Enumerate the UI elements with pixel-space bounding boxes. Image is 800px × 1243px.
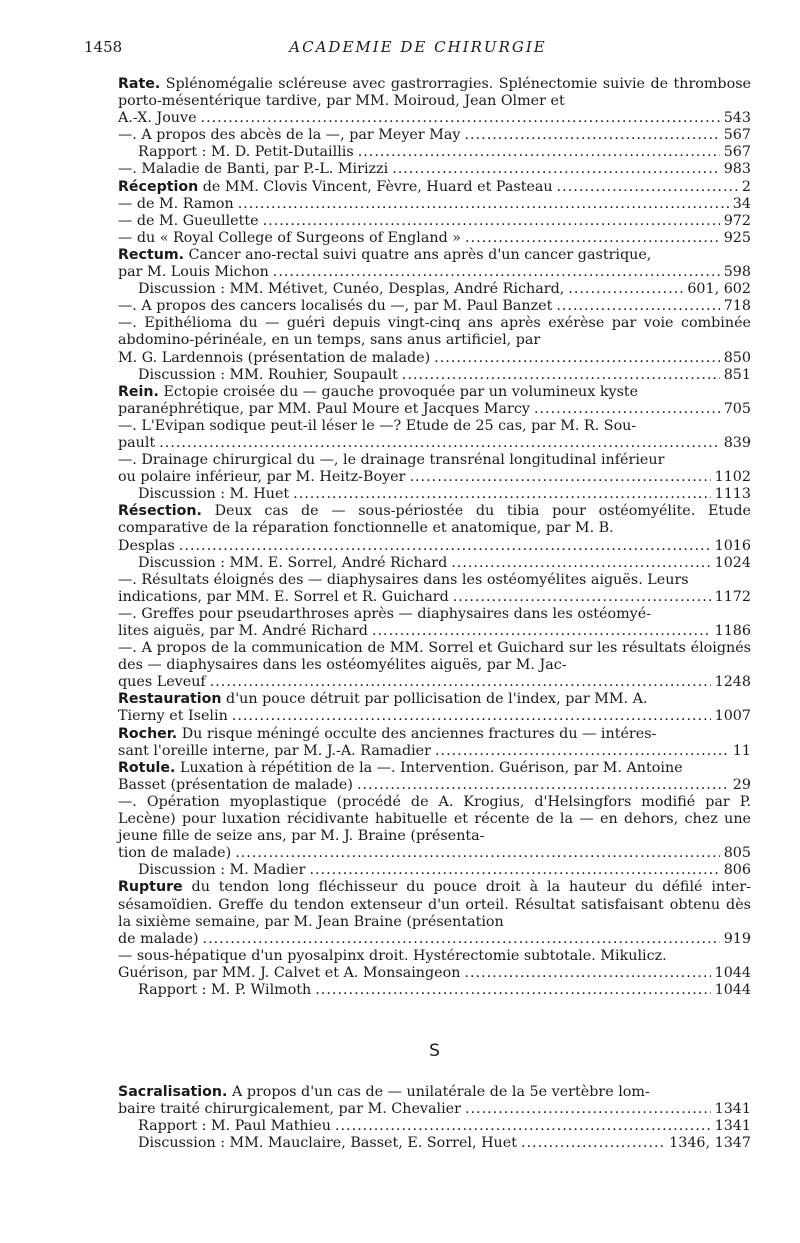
- entry-last-text: —. A propos des abcès de la —, par Meyer May: [118, 127, 461, 144]
- entry-headword: Sacralisation.: [118, 1084, 228, 1101]
- page-reference: 972: [723, 212, 751, 229]
- entry-last-line: [138, 281, 564, 298]
- leader-dots: [335, 1118, 711, 1135]
- entry-body: Splénomégalie scléreuse avec gastrorragies. Splénectomie suivie de thrombose porto-mésentérique tardive, par MM. Moiroud, Jean Olmer et: [118, 76, 751, 110]
- leader-dots: [309, 862, 719, 879]
- entry-last-text: —. Maladie de Banti, par P.-L. Mirizzi: [118, 161, 389, 178]
- entry-ref-line: [118, 538, 751, 555]
- page-reference: 919: [723, 930, 751, 947]
- entry-last-line: [138, 486, 289, 503]
- entry-ref-line: [118, 161, 751, 178]
- entry-ref-line: [118, 213, 751, 230]
- entry-last-line: [118, 213, 259, 230]
- index-entry: [118, 760, 751, 794]
- entry-last-line: [118, 589, 449, 606]
- entry-headword: Rupture: [118, 879, 183, 896]
- entry-last-text: Discussion : M. Huet: [138, 486, 290, 503]
- entry-body: Ectopie croisée du — gauche provoquée par un volumineux kyste: [158, 383, 639, 400]
- entry-ref-line: [118, 623, 751, 640]
- entry-headword: Rein.: [118, 383, 159, 400]
- entry-last-text: paranéphrétique, par MM. Paul Moure et Jacques Marcy: [118, 400, 530, 417]
- index-entry: [118, 367, 751, 384]
- index-entry: [118, 298, 751, 315]
- entry-body: du tendon long fléchisseur du pouce droit à la hauteur du défilé inter-sésamoïdien. Greffe du tendon extenseur d'un orteil. Résultat satisfaisant obtenu dès la sixième semaine, par M. Jean Braine (présentation: [118, 879, 751, 930]
- entry-headword: Réception: [118, 178, 199, 195]
- page-reference: 1024: [714, 554, 751, 571]
- index-column: [118, 76, 751, 1153]
- entry-ref-line: [118, 298, 751, 315]
- entry-last-line: [118, 965, 460, 982]
- leader-dots: [556, 298, 719, 315]
- entry-last-text: Rapport : M. D. Petit-Dutaillis: [138, 144, 354, 161]
- entry-ref-line: [118, 127, 751, 144]
- entry-last-text: Discussion : MM. Métivet, Cunéo, Desplas, André Richard,: [138, 281, 565, 298]
- entry-last-text: pault: [118, 434, 156, 451]
- index-entry: [118, 572, 751, 606]
- page-reference: 1007: [714, 708, 751, 725]
- entry-ref-line: [118, 401, 751, 418]
- entries-s: [118, 1084, 751, 1152]
- entry-body: — sous-hépatique d'un pyosalpinx droit. Hystérectomie subtotale. Mikulicz.: [118, 947, 667, 964]
- page-reference: 805: [723, 845, 751, 862]
- entry-ref-line: [118, 264, 751, 281]
- leader-dots: [201, 110, 720, 127]
- entry-ref-line: [118, 674, 751, 691]
- leader-dots: [409, 469, 710, 486]
- index-entry: [118, 247, 751, 281]
- entry-last-line: [118, 264, 269, 281]
- entry-headword: Rectum.: [118, 246, 185, 263]
- entry-body: d'un pouce détruit par pollicisation de l'index, par MM. A.: [221, 691, 648, 708]
- entry-ref-line: [118, 931, 751, 948]
- entry-last-text: Guérison, par MM. J. Calvet et A. Monsaingeon: [118, 964, 461, 981]
- entry-text: [118, 794, 751, 845]
- entry-text: [118, 572, 751, 589]
- page-reference: 1016: [714, 537, 751, 554]
- entry-text: [118, 76, 751, 110]
- entry-body: —. A propos de la communication de MM. Sorrel et Guichard sur les résultats éloignés des — diaphysaires dans les ostéomyélites aiguës, par M. Jac-: [118, 640, 751, 674]
- index-entry: [118, 315, 751, 366]
- leader-dots: [434, 350, 720, 367]
- entry-ref-line: [118, 179, 751, 196]
- page-reference: 1172: [714, 588, 751, 605]
- entry-headword: Rate.: [118, 76, 161, 92]
- entry-last-line: [118, 179, 553, 196]
- entry-ref-line: [118, 110, 751, 127]
- page-reference: 1102: [714, 469, 751, 486]
- entry-last-text: Discussion : MM. Rouhier, Soupault: [138, 366, 398, 383]
- index-entry: [118, 486, 751, 503]
- page-reference: 851: [723, 366, 751, 383]
- entry-last-line: [138, 862, 305, 879]
- entry-body: —. Drainage chirurgical du —, le drainage transrénal longitudinal inférieur: [118, 452, 665, 469]
- leader-dots: [435, 743, 729, 760]
- index-entry: [118, 794, 751, 862]
- page-reference: 1044: [714, 964, 751, 981]
- entry-last-line: [118, 435, 155, 452]
- entry-body: Luxation à répétition de la —. Intervention. Guérison, par M. Antoine: [175, 759, 683, 776]
- entry-text: [118, 691, 751, 708]
- entry-ref-line: [138, 982, 751, 999]
- entry-body: —. Opération myoplastique (procédé de A. Krogius, d'Helsingfors modifié par P. Lecène) pour luxation récidivante habituelle et récente de la — en dehors, chez une jeune fille de seize ans, par M. J. Braine (présenta-: [118, 793, 751, 845]
- entry-text: [118, 315, 751, 349]
- index-entry: [118, 384, 751, 418]
- leader-dots: [372, 623, 711, 640]
- entry-ref-line: [138, 555, 751, 572]
- index-entry: [118, 640, 751, 691]
- entry-last-line: [118, 127, 461, 144]
- page-reference: 34: [732, 195, 751, 212]
- index-entry: [118, 196, 751, 213]
- index-entry: [118, 76, 751, 127]
- entry-text: [118, 247, 751, 264]
- entry-last-text: Rapport : M. Paul Mathieu: [138, 1118, 331, 1135]
- leader-dots: [273, 264, 720, 281]
- running-title: ACADEMIE DE CHIRURGIE: [289, 38, 547, 56]
- leader-dots: [179, 538, 711, 555]
- page-reference: 718: [723, 298, 751, 315]
- leader-dots: [451, 555, 710, 572]
- entry-ref-line: [118, 1101, 751, 1118]
- index-entry: [118, 1084, 751, 1118]
- entry-last-line: [118, 161, 388, 178]
- entry-last-text: Discussion : M. Madier: [138, 862, 306, 879]
- entry-body: Du risque méningé occulte des anciennes fractures du — intéres-: [177, 725, 657, 742]
- entry-last-line: [138, 367, 398, 384]
- entry-last-text: indications, par MM. E. Sorrel et R. Guichard: [118, 588, 449, 605]
- leader-dots: [357, 777, 729, 794]
- entry-last-line: [118, 350, 430, 367]
- entry-last-line: [138, 555, 447, 572]
- page-number: 1458: [84, 38, 123, 56]
- entry-last-text: sant l'oreille interne, par M. J.-A. Ramadier: [118, 742, 431, 759]
- leader-dots: [210, 674, 711, 691]
- entry-last-text: de malade): [118, 930, 199, 947]
- index-entry: [118, 452, 751, 486]
- entry-headword: Résection.: [118, 503, 202, 520]
- entry-body: —. Epithélioma du — guéri depuis vingt-cinq ans après exérèse par voie combinée abdomino-périnéale, en un temps, sans anus artificiel, par: [118, 315, 751, 349]
- page-reference: 601, 602: [687, 281, 751, 298]
- index-entry: [118, 161, 751, 178]
- entry-last-text: de MM. Clovis Vincent, Fèvre, Huard et Pasteau: [198, 178, 553, 195]
- index-entry: [118, 179, 751, 196]
- leader-dots: [392, 161, 720, 178]
- index-entry: [118, 691, 751, 725]
- leader-dots: [263, 213, 720, 230]
- entry-last-text: baire traité chirurgicalement, par M. Chevalier: [118, 1101, 461, 1118]
- leader-dots: [465, 127, 720, 144]
- entry-last-line: [138, 1135, 517, 1152]
- index-entry: [118, 418, 751, 452]
- entry-last-line: [118, 469, 405, 486]
- page-reference: 1346, 1347: [669, 1135, 751, 1152]
- index-entry: [118, 879, 751, 947]
- entry-ref-line: [138, 486, 751, 503]
- index-entry: [118, 726, 751, 760]
- entry-last-text: Discussion : MM. E. Sorrel, André Richard: [138, 554, 448, 571]
- page-reference: 925: [723, 229, 751, 246]
- entry-ref-line: [138, 144, 751, 161]
- page-reference: 11: [732, 742, 751, 759]
- entry-ref-line: [118, 350, 751, 367]
- index-entry: [118, 127, 751, 144]
- leader-dots: [521, 1135, 665, 1152]
- entry-body: —. L'Evipan sodique peut-il léser le —? Etude de 25 cas, par M. R. Sou-: [118, 417, 637, 434]
- entry-last-text: ou polaire inférieur, par M. Heitz-Boyer: [118, 469, 406, 486]
- entry-last-text: Tierny et Iselin: [118, 708, 228, 725]
- leader-dots: [453, 589, 711, 606]
- index-entry: [118, 555, 751, 572]
- leader-dots: [465, 1101, 711, 1118]
- entry-last-line: [118, 931, 199, 948]
- leader-dots: [465, 230, 720, 247]
- entry-last-line: [118, 674, 206, 691]
- entry-ref-line: [138, 367, 751, 384]
- entry-text: [118, 1084, 751, 1101]
- page-reference: 839: [723, 434, 751, 451]
- page-header: [84, 38, 752, 58]
- page-reference: 567: [723, 127, 751, 144]
- leader-dots: [203, 931, 720, 948]
- entry-last-text: Basset (présentation de malade): [118, 776, 353, 793]
- entry-body: —. Résultats éloignés des — diaphysaires dans les ostéomyélites aiguës. Leurs: [118, 571, 689, 588]
- entry-last-text: A.-X. Jouve: [118, 110, 197, 127]
- leader-dots: [293, 486, 710, 503]
- entry-last-text: — du « Royal College of Surgeons of England »: [118, 229, 462, 246]
- entry-last-text: Desplas: [118, 537, 175, 554]
- entry-last-line: [118, 777, 353, 794]
- index-entry: [118, 213, 751, 230]
- entry-last-text: M. G. Lardennois (présentation de malade): [118, 349, 431, 366]
- page-reference: 2: [741, 178, 751, 195]
- entry-body: Deux cas de — sous-périostée du tibia pour ostéomyélite. Etude comparative de la réparation fonctionnelle et anatomique, par M. B.: [118, 503, 751, 537]
- entry-text: [118, 640, 751, 674]
- entry-ref-line: [118, 708, 751, 725]
- entry-ref-line: [118, 196, 751, 213]
- entry-last-text: lites aiguës, par M. André Richard: [118, 623, 368, 639]
- entry-text: [118, 503, 751, 537]
- page-reference: 705: [723, 400, 751, 417]
- entry-ref-line: [138, 281, 751, 298]
- entry-body: A propos d'un cas de — unilatérale de la 5e vertèbre lom-: [227, 1084, 650, 1101]
- entry-last-line: [118, 845, 231, 862]
- entry-text: [118, 384, 751, 401]
- entry-last-line: [118, 110, 197, 127]
- section-letter: S: [429, 1041, 440, 1062]
- entry-last-line: [118, 401, 530, 418]
- leader-dots: [235, 845, 720, 862]
- page-reference: 543: [723, 110, 751, 127]
- entry-ref-line: [138, 862, 751, 879]
- index-entry: [118, 1118, 751, 1135]
- page-reference: 598: [723, 264, 751, 281]
- entry-text: [118, 760, 751, 777]
- leader-dots: [464, 965, 710, 982]
- page-reference: 1113: [714, 486, 751, 503]
- leader-dots: [568, 281, 683, 298]
- entry-last-text: — de M. Ramon: [118, 195, 234, 212]
- index-entry: [118, 862, 751, 879]
- entry-last-line: [138, 982, 311, 999]
- leader-dots: [534, 401, 720, 418]
- entry-text: [118, 418, 751, 435]
- entry-text: [118, 452, 751, 469]
- entry-body: —. Greffes pour pseudarthroses après — diaphysaires dans les ostéomyé-: [118, 605, 652, 622]
- entry-ref-line: [118, 589, 751, 606]
- entry-last-text: tion de malade): [118, 845, 232, 862]
- entry-last-line: [118, 708, 228, 725]
- entry-headword: Restauration: [118, 691, 222, 708]
- index-entry: [118, 230, 751, 247]
- page-reference: 1044: [714, 981, 751, 998]
- page-reference: 1186: [714, 623, 751, 639]
- index-entry: [118, 1135, 751, 1152]
- index-entry: [118, 606, 751, 640]
- page-reference: 983: [723, 161, 751, 178]
- entry-last-text: ques Leveuf: [118, 674, 206, 691]
- entry-ref-line: [118, 845, 751, 862]
- page-reference: 567: [723, 144, 751, 161]
- entry-last-line: [118, 230, 461, 247]
- entry-ref-line: [118, 469, 751, 486]
- entries-r: [118, 76, 751, 999]
- entry-last-text: — de M. Gueullette: [118, 212, 259, 229]
- leader-dots: [232, 708, 711, 725]
- index-entry: [118, 503, 751, 554]
- index-entry: [118, 144, 751, 161]
- entry-headword: Rocher.: [118, 725, 178, 742]
- entry-ref-line: [138, 1118, 751, 1135]
- entry-last-line: [138, 1118, 331, 1135]
- entry-headword: Rotule.: [118, 759, 176, 776]
- page-reference: 1341: [714, 1118, 751, 1135]
- index-entry: [118, 281, 751, 298]
- entry-ref-line: [118, 965, 751, 982]
- entry-ref-line: [118, 777, 751, 794]
- entry-ref-line: [118, 743, 751, 760]
- entry-last-line: [118, 538, 175, 555]
- entry-text: [118, 606, 751, 623]
- entry-last-line: [118, 743, 431, 760]
- leader-dots: [315, 982, 710, 999]
- page-reference: 806: [723, 862, 751, 879]
- entry-last-line: [118, 196, 234, 213]
- page-reference: 850: [723, 349, 751, 366]
- page-reference: 1248: [714, 674, 751, 691]
- entry-ref-line: [138, 1135, 751, 1152]
- entry-last-text: —. A propos des cancers localisés du —, par M. Paul Banzet: [118, 298, 553, 315]
- entry-last-line: [118, 298, 552, 315]
- leader-dots: [402, 367, 720, 384]
- entry-ref-line: [118, 435, 751, 452]
- index-entry: [118, 982, 751, 999]
- entry-body: Cancer ano-rectal suivi quatre ans après d'un cancer gastrique,: [184, 246, 652, 263]
- entry-last-line: [118, 1101, 461, 1118]
- entry-last-text: par M. Louis Michon: [118, 264, 269, 281]
- entry-last-line: [138, 144, 354, 161]
- page-reference: 29: [732, 776, 751, 793]
- entry-last-text: Rapport : M. P. Wilmoth: [138, 981, 312, 998]
- leader-dots: [358, 144, 720, 161]
- entry-text: [118, 879, 751, 930]
- entry-text: [118, 726, 751, 743]
- entry-last-line: [118, 623, 368, 640]
- entry-ref-line: [118, 230, 751, 247]
- index-entry: [118, 948, 751, 982]
- leader-dots: [159, 435, 720, 452]
- leader-dots: [557, 179, 738, 196]
- entry-last-text: Discussion : MM. Mauclaire, Basset, E. Sorrel, Huet: [138, 1135, 517, 1152]
- entry-text: [118, 948, 751, 965]
- leader-dots: [238, 196, 729, 213]
- page-reference: 1341: [714, 1101, 751, 1118]
